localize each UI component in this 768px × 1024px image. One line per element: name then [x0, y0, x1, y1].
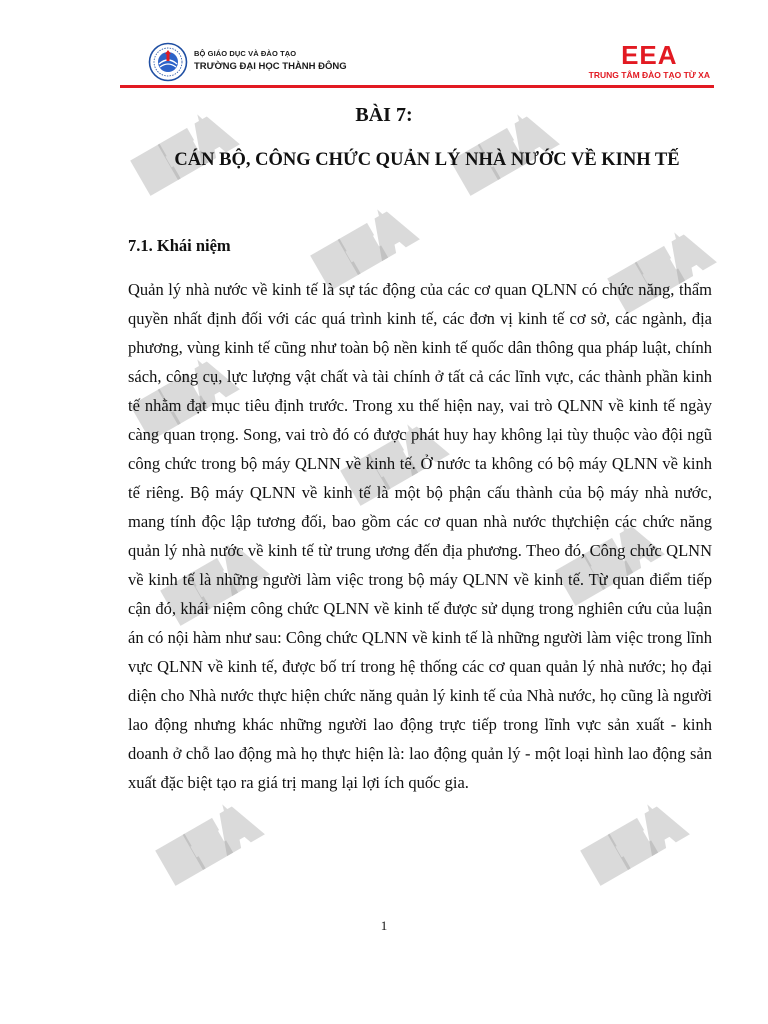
- page-number: 1: [380, 918, 388, 933]
- training-center-label: TRUNG TÂM ĐÀO TẠO TỪ XA: [588, 70, 710, 80]
- watermark: EEA: [308, 201, 420, 295]
- ministry-label: BỘ GIÁO DỤC VÀ ĐÀO TẠO: [194, 49, 297, 58]
- watermark: EEA: [153, 796, 265, 890]
- watermark: EEA: [128, 106, 240, 200]
- section-heading: 7.1. Khái niệm: [128, 236, 231, 255]
- watermark: EEA: [578, 796, 690, 890]
- page-header: [120, 38, 714, 88]
- watermark: EEA: [158, 536, 270, 630]
- university-logo-icon: [148, 42, 188, 82]
- eea-logo-text: EEA: [621, 40, 678, 70]
- watermark: EEA: [338, 416, 450, 510]
- university-label: TRƯỜNG ĐẠI HỌC THÀNH ĐÔNG: [194, 60, 347, 72]
- header-divider: [120, 85, 714, 88]
- school-name: [194, 50, 347, 71]
- watermark: EEA: [448, 106, 560, 200]
- watermark: EEA: [605, 224, 717, 318]
- watermark: EEA: [128, 351, 240, 445]
- watermark: EEA: [553, 516, 665, 610]
- lesson-title: BÀI 7:: [355, 104, 413, 126]
- lesson-subtitle: CÁN BỘ, CÔNG CHỨC QUẢN LÝ NHÀ NƯỚC VỀ KINH TẾ: [174, 150, 680, 170]
- section-body-paragraph: Quản lý nhà nước về kinh tế là sự tác động của các cơ quan QLNN có chức năng, thẩm quyền nhất định đối với các quá trình kinh tế, các đơn vị kinh tế cơ sở, các ngành, địa phương, vùng kinh tế cũng như toàn bộ nền kinh tế quốc dân thông qua pháp luật, chính sách, công cụ, lực lượng vật chất và tài chính ở tất cả các lĩnh vực, các thành phần kinh tế nhằm đạt mục tiêu định trước. Trong xu thế hiện nay, vai trò QLNN về kinh tế ngày càng quan trọng. Song, vai trò đó có được phát huy hay không lại tùy thuộc vào đội ngũ công chức trong bộ máy QLNN về kinh tế. Ở nước ta không có bộ máy QLNN về kinh tế riêng. Bộ máy QLNN về kinh tế là một bộ phận cấu thành của bộ máy nhà nước, mang tính độc lập tương đối, bao gồm các cơ quan nhà nước thựchiện các chức năng quản lý nhà nước về kinh tế từ trung ương đến địa phương. Theo đó, Công chức QLNN về kinh tế là những người làm việc trong bộ máy QLNN về kinh tế. Từ quan điểm tiếp cận đó, khái niệm công chức QLNN về kinh tế được sử dụng trong nghiên cứu của luận án có nội hàm như sau: Công chức QLNN về kinh tế là những người làm việc trong lĩnh vực QLNN về kinh tế, được bố trí trong hệ thống các cơ quan quản lý nhà nước; họ đại diện cho Nhà nước thực hiện chức năng quản lý kinh tế của Nhà nước, họ cũng là người lao động nhưng khác những người lao động trực tiếp trong lĩnh vực sản xuất - kinh doanh ở chỗ lao động mà họ thực hiện là: lao động quản lý - một loại hình lao động sản xuất đặc biệt tạo ra giá trị mang lại lợi ích quốc gia.: [128, 280, 712, 792]
- eea-brand: [589, 42, 710, 80]
